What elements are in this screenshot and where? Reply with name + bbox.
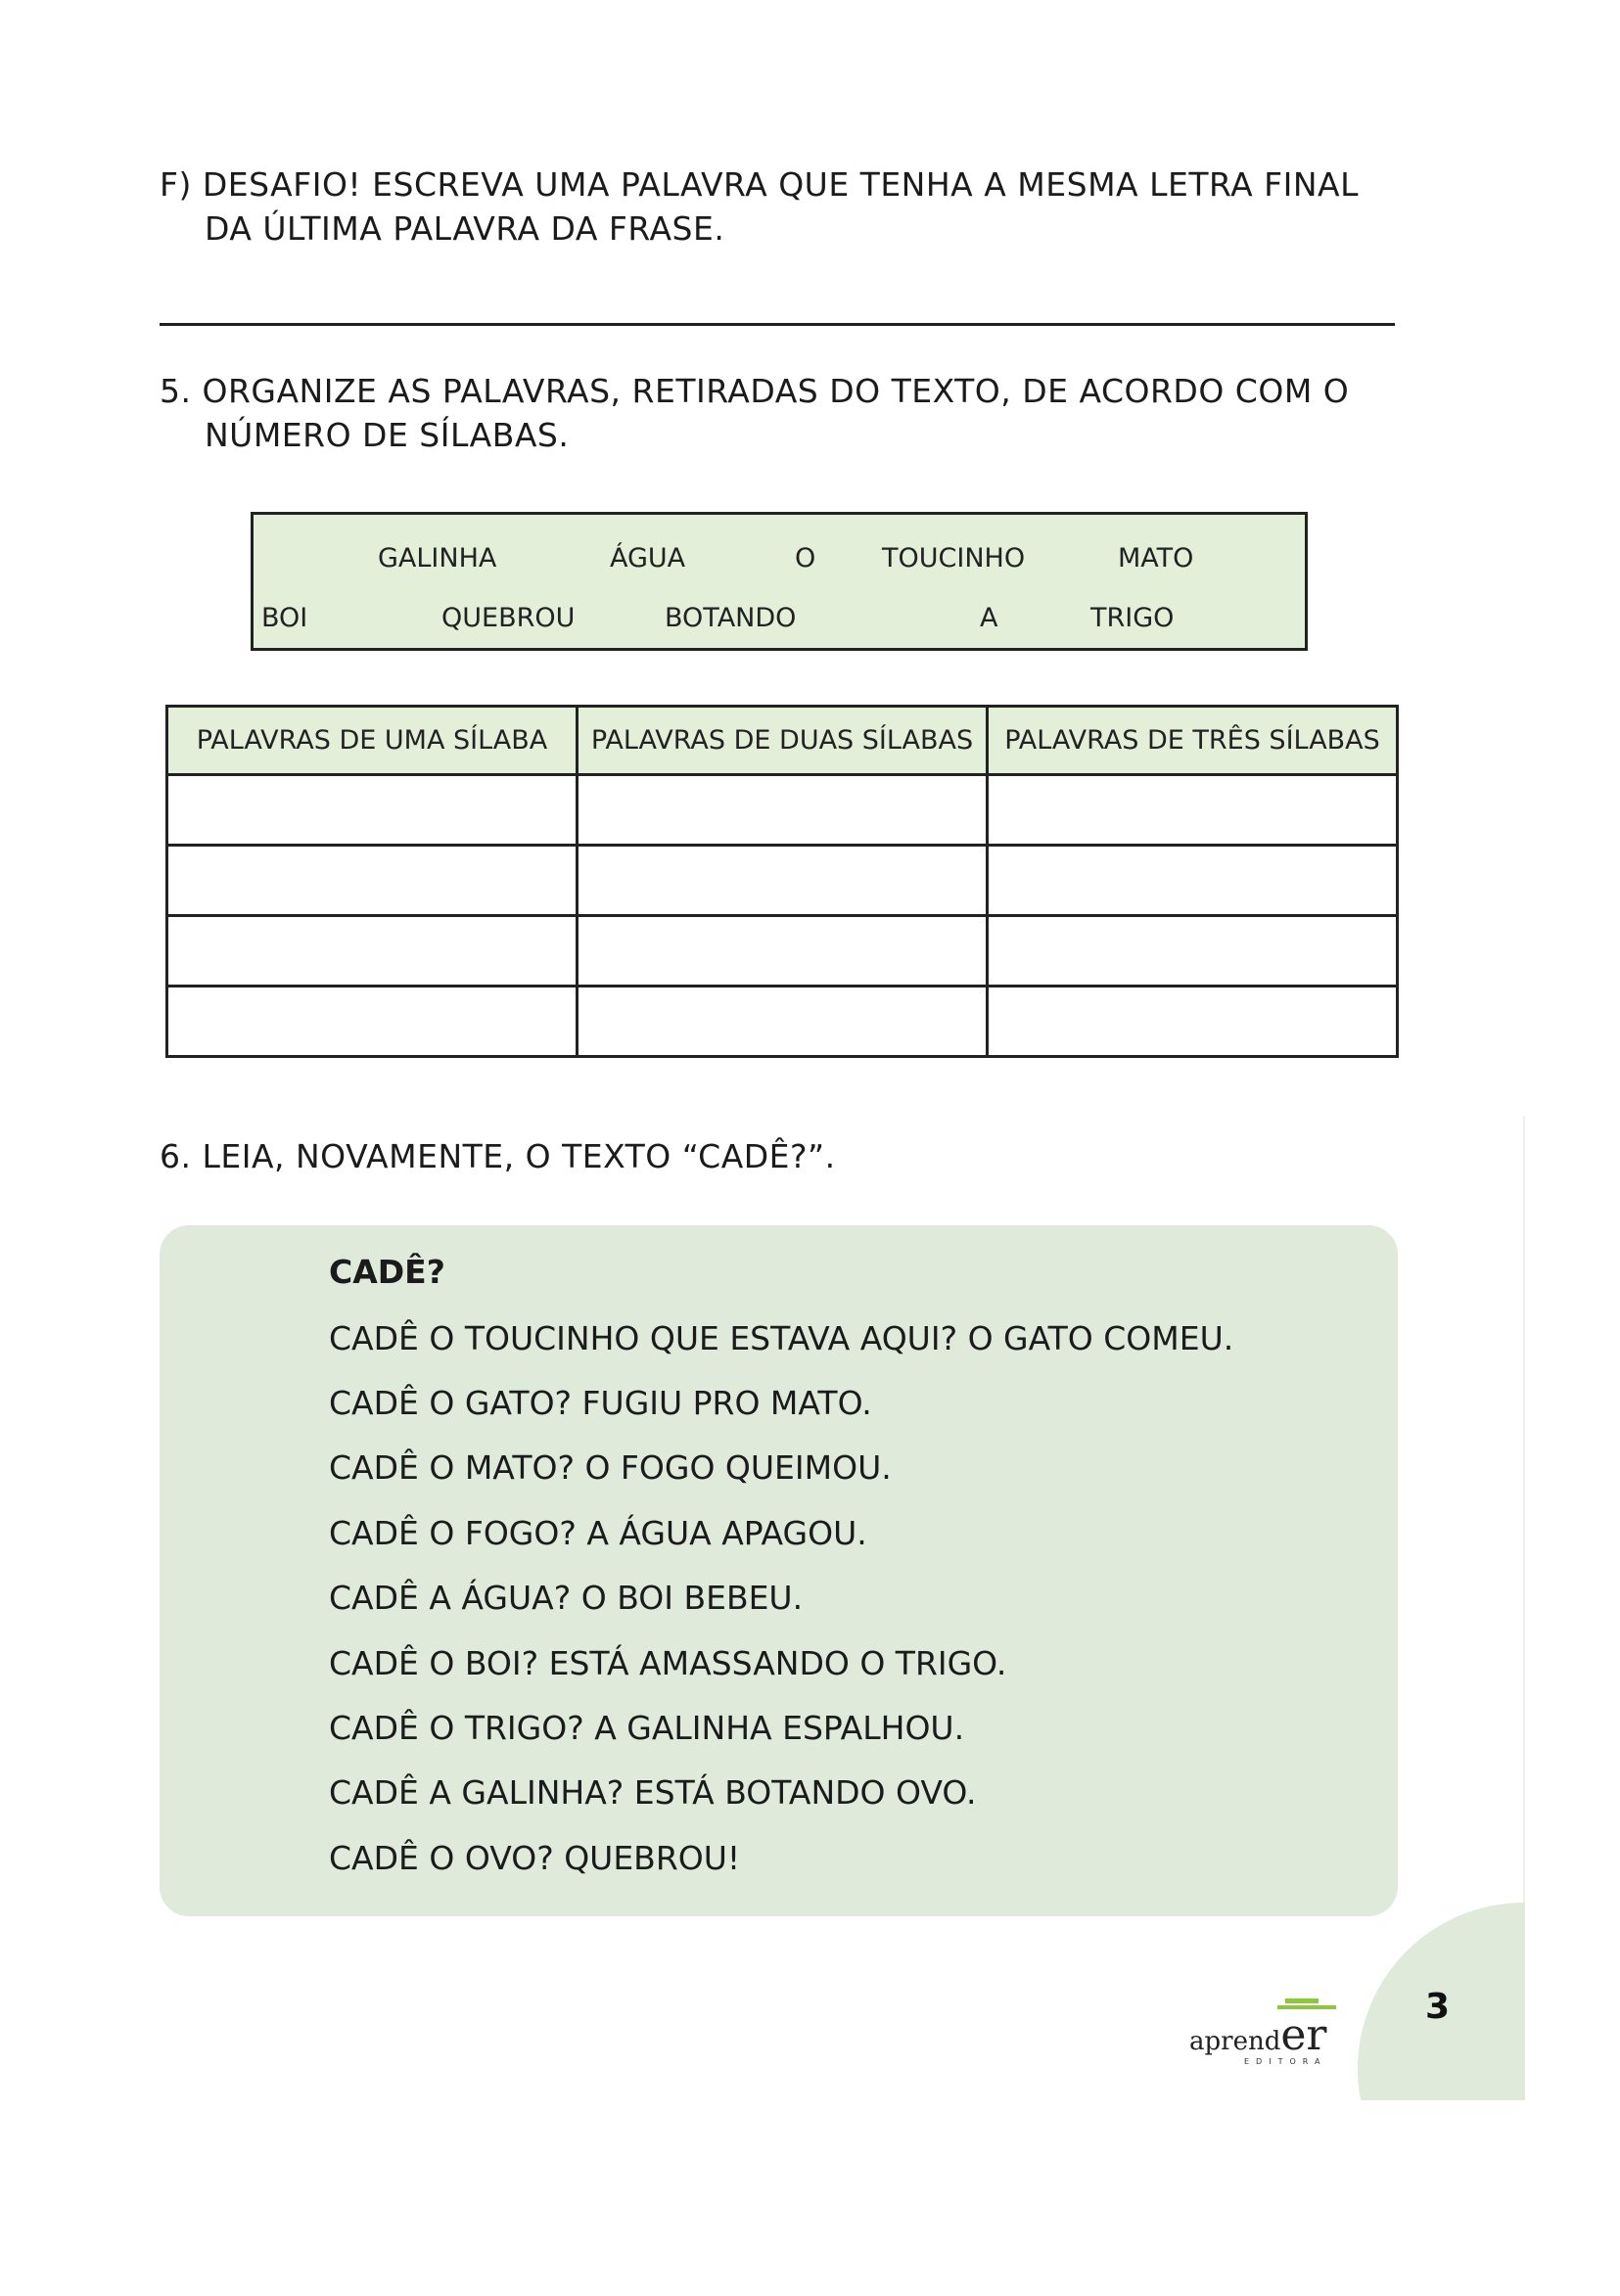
table-cell[interactable]: [167, 987, 578, 1057]
poem-line: CADÊ O TRIGO? A GALINHA ESPALHOU.: [329, 1709, 965, 1747]
table-cell[interactable]: [167, 775, 578, 846]
poem-line: CADÊ O TOUCINHO QUE ESTAVA AQUI? O GATO COMEU.: [329, 1319, 1234, 1357]
poem-line: CADÊ O MATO? O FOGO QUEIMOU.: [329, 1448, 892, 1487]
publisher-logo: [1187, 1998, 1354, 2067]
table-row: [167, 987, 1398, 1057]
question-6-text: 6. LEIA, NOVAMENTE, O TEXTO “CADÊ?”.: [160, 1137, 836, 1175]
word-bank-item: GALINHA: [378, 543, 497, 574]
question-f-line2: DA ÚLTIMA PALAVRA DA FRASE.: [205, 209, 725, 248]
table-cell[interactable]: [988, 846, 1398, 916]
table-row: [167, 775, 1398, 846]
word-bank-item: TOUCINHO: [882, 543, 1026, 574]
table-cell[interactable]: [988, 775, 1398, 846]
table-cell[interactable]: [578, 846, 988, 916]
table-cell[interactable]: [167, 916, 578, 987]
poem-line: CADÊ O FOGO? A ÁGUA APAGOU.: [329, 1514, 867, 1552]
question-f-line1: F) DESAFIO! ESCREVA UMA PALAVRA QUE TENHA A MESMA LETRA FINAL: [160, 165, 1360, 204]
page-edge-mask: [1525, 1889, 1620, 2124]
logo-subtitle: EDITORA: [1244, 2057, 1327, 2066]
table-header: PALAVRAS DE UMA SÍLABA: [167, 707, 578, 775]
word-bank-item: ÁGUA: [610, 543, 686, 574]
table-row: [167, 916, 1398, 987]
logo-wordmark: aprender: [1189, 2010, 1327, 2060]
question-5-line1: 5. ORGANIZE AS PALAVRAS, RETIRADAS DO TEXTO, DE ACORDO COM O: [160, 372, 1350, 410]
table-cell[interactable]: [988, 987, 1398, 1057]
logo-bar: [1277, 2005, 1336, 2009]
syllable-table: [165, 705, 1399, 1058]
word-bank-item: QUEBROU: [441, 603, 576, 633]
page-bottom-mask: [1351, 2100, 1620, 2296]
word-bank-item: O: [795, 543, 816, 574]
word-bank-item: BOTANDO: [665, 603, 797, 633]
page-number: 3: [1425, 1987, 1451, 2027]
poem-title: CADÊ?: [329, 1253, 445, 1291]
table-header: PALAVRAS DE DUAS SÍLABAS: [578, 707, 988, 775]
table-cell[interactable]: [578, 775, 988, 846]
table-cell[interactable]: [988, 916, 1398, 987]
logo-bar: [1285, 1998, 1319, 2003]
word-bank-item: MATO: [1118, 543, 1194, 574]
answer-line[interactable]: [160, 323, 1395, 326]
table-row: [167, 846, 1398, 916]
table-cell[interactable]: [578, 916, 988, 987]
word-bank-item: A: [980, 603, 998, 633]
question-5-line2: NÚMERO DE SÍLABAS.: [205, 416, 570, 454]
table-cell[interactable]: [167, 846, 578, 916]
poem-line: CADÊ A ÁGUA? O BOI BEBEU.: [329, 1579, 804, 1617]
word-bank-item: TRIGO: [1090, 603, 1175, 633]
poem-line: CADÊ A GALINHA? ESTÁ BOTANDO OVO.: [329, 1773, 977, 1812]
word-bank: [251, 512, 1308, 651]
poem-line: CADÊ O OVO? QUEBROU!: [329, 1839, 741, 1877]
table-header: PALAVRAS DE TRÊS SÍLABAS: [988, 707, 1398, 775]
poem-line: CADÊ O GATO? FUGIU PRO MATO.: [329, 1384, 872, 1422]
word-bank-item: BOI: [261, 603, 308, 633]
table-cell[interactable]: [578, 987, 988, 1057]
poem-line: CADÊ O BOI? ESTÁ AMASSANDO O TRIGO.: [329, 1644, 1007, 1682]
